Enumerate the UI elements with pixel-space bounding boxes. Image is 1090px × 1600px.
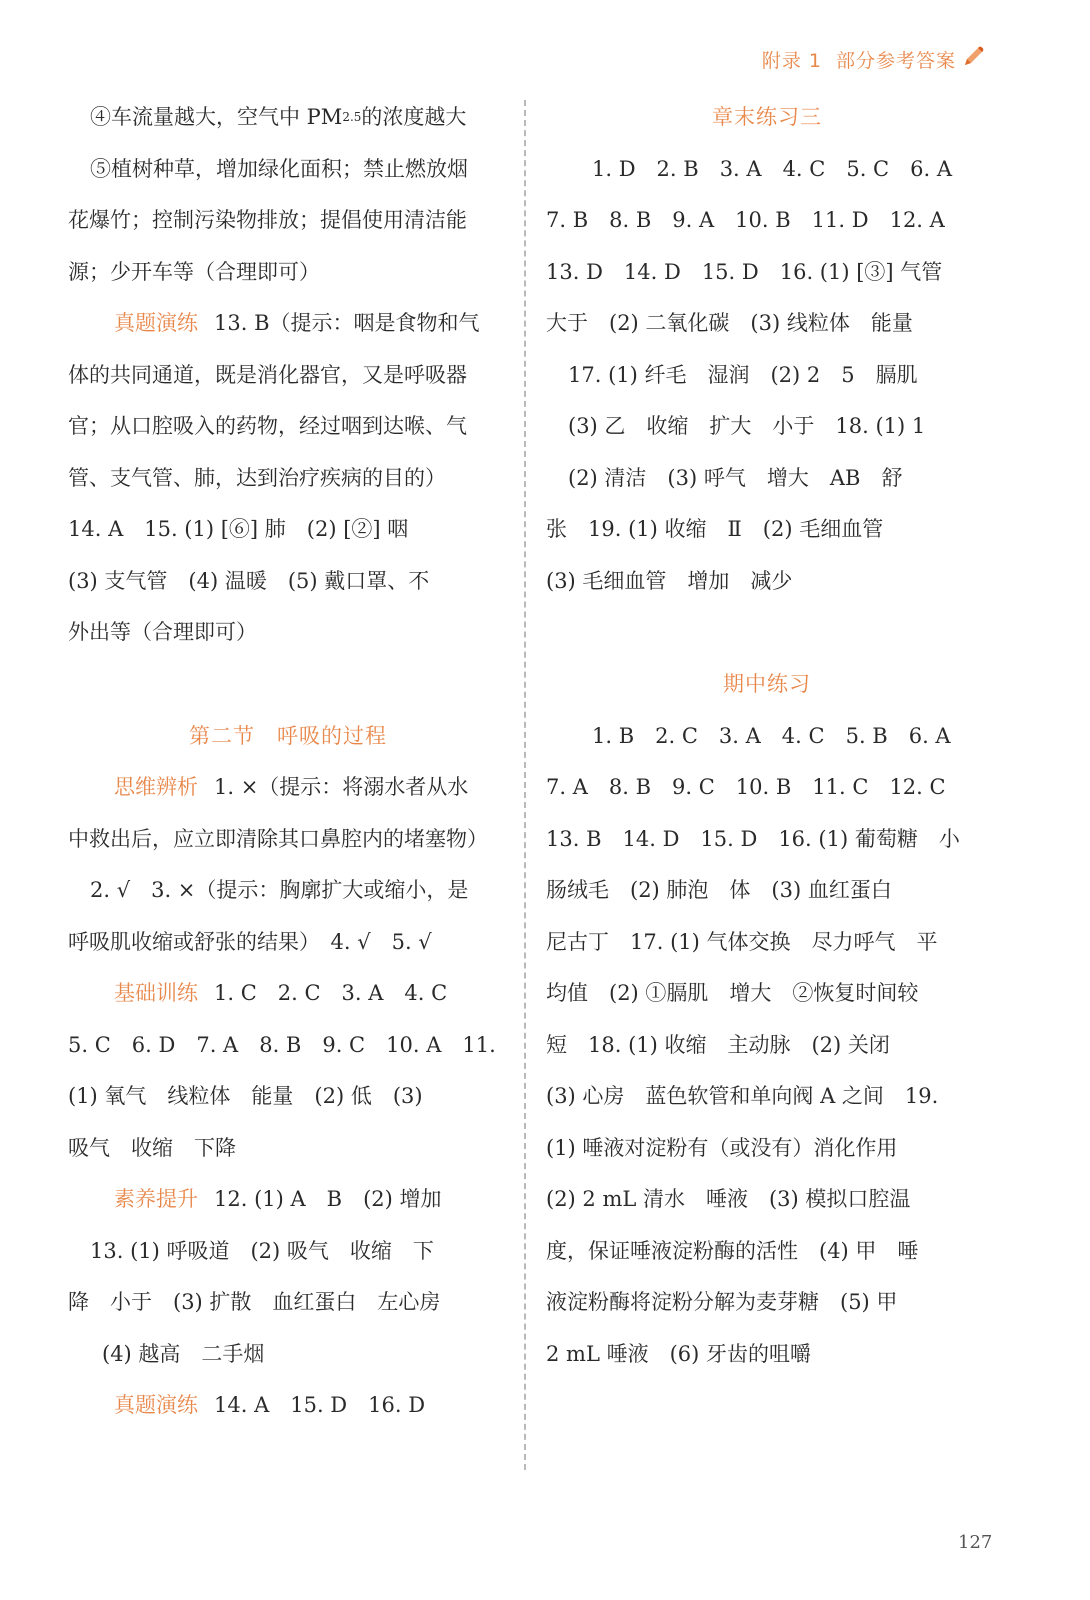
answer-line: 1. D 2. B 3. A 4. C 5. C 6. A xyxy=(592,156,953,181)
answer-line: 真题演练 13. B（提示：咽是食物和气 xyxy=(68,298,508,350)
answer-line: ⑤植树种草，增加绿化面积；禁止燃放烟 xyxy=(90,156,468,181)
answer-line: (1) 唾液对淀粉有（或没有）消化作用 xyxy=(546,1135,898,1160)
answer-line: 5. C 6. D 7. A 8. B 9. C 10. A 11. xyxy=(68,1032,496,1057)
answer-line: 呼吸肌收缩或舒张的结果） 4. √ 5. √ xyxy=(68,929,432,954)
answer-line: 13. (1) 呼吸道 (2) 吸气 收缩 下 xyxy=(90,1238,434,1263)
answer-line: (3) 心房 蓝色软管和单向阀 A 之间 19. xyxy=(546,1084,939,1108)
section-tag-suyang: 素养提升 xyxy=(114,1187,198,1211)
answer-line: 外出等（合理即可） xyxy=(68,620,257,644)
answer-line: 尼古丁 17. (1) 气体交换 尽力呼气 平 xyxy=(546,929,938,954)
answer-line: 管、支气管、肺，达到治疗疾病的目的） xyxy=(68,465,446,490)
answer-line: 大于 (2) 二氧化碳 (3) 线粒体 能量 xyxy=(546,311,913,335)
answer-line: 液淀粉酶将淀粉分解为麦芽糖 (5) 甲 xyxy=(546,1290,898,1314)
answer-line: 源；少开车等（合理即可） xyxy=(68,259,320,284)
header-title: 部分参考答案 xyxy=(835,50,956,72)
section-heading: 第二节 呼吸的过程 xyxy=(189,723,387,748)
answer-line: 2 mL 唾液 (6) 牙齿的咀嚼 xyxy=(546,1341,811,1366)
answer-line: 花爆竹；控制污染物排放；提倡使用清洁能 xyxy=(68,208,467,232)
section-heading: 期中练习 xyxy=(723,672,811,696)
answer-line: 思维辨析 1. ×（提示：将溺水者从水 xyxy=(68,762,508,814)
answer-line: 张 19. (1) 收缩 Ⅱ (2) 毛细血管 xyxy=(546,517,884,541)
answer-line: (4) 越高 二手烟 xyxy=(102,1341,265,1366)
left-column xyxy=(68,92,508,1432)
spacer xyxy=(68,659,508,711)
answer-line: 度，保证唾液淀粉酶的活性 (4) 甲 唾 xyxy=(546,1238,919,1263)
section-tag-zhenti: 真题演练 xyxy=(114,1393,198,1417)
answer-line: 官；从口腔吸入的药物，经过咽到达喉、气 xyxy=(68,414,467,438)
answer-line: (2) 2 mL 清水 唾液 (3) 模拟口腔温 xyxy=(546,1187,911,1211)
answer-line: ④车流量越大，空气中 PM 2.5 的浓度越大 xyxy=(90,105,467,129)
answer-line: 13. D 14. D 15. D 16. (1) [③] 气管 xyxy=(546,259,943,284)
section-tag-jichu: 基础训练 xyxy=(114,981,198,1005)
answer-line: 肠绒毛 (2) 肺泡 体 (3) 血红蛋白 xyxy=(546,878,892,902)
pencil-icon xyxy=(960,44,986,70)
answer-line: (2) 清洁 (3) 呼气 增大 AB 舒 xyxy=(568,465,903,490)
answer-line: 体的共同通道，既是消化器官，又是呼吸器 xyxy=(68,362,467,387)
answer-line: 1. B 2. C 3. A 4. C 5. B 6. A xyxy=(592,723,951,748)
section-heading: 章末练习三 xyxy=(712,105,822,129)
section-tag-siwei: 思维辨析 xyxy=(114,775,198,799)
answer-line: (3) 支气管 (4) 温暖 (5) 戴口罩、不 xyxy=(68,568,430,593)
answer-line: 降 小于 (3) 扩散 血红蛋白 左心房 xyxy=(68,1290,441,1314)
answer-line: 7. A 8. B 9. C 10. B 11. C 12. C xyxy=(546,775,946,799)
answer-line: 17. (1) 纤毛 湿润 (2) 2 5 膈肌 xyxy=(568,362,918,387)
answer-line: 2. √ 3. ×（提示：胸廓扩大或缩小，是 xyxy=(90,878,469,902)
spacer xyxy=(546,607,988,659)
answer-line: 素养提升 12. (1) A B (2) 增加 xyxy=(68,1174,508,1226)
answer-line: 短 18. (1) 收缩 主动脉 (2) 关闭 xyxy=(546,1032,890,1057)
answer-line: 吸气 收缩 下降 xyxy=(68,1135,236,1160)
page-header xyxy=(762,46,956,73)
page-number: 127 xyxy=(958,1532,993,1553)
answer-line: (1) 氧气 线粒体 能量 (2) 低 (3) xyxy=(68,1084,423,1108)
answer-line: 中救出后，应立即清除其口鼻腔内的堵塞物） xyxy=(68,826,488,851)
answer-line: 13. B 14. D 15. D 16. (1) 葡萄糖 小 xyxy=(546,826,960,851)
answer-line: 14. A 15. (1) [⑥] 肺 (2) [②] 咽 xyxy=(68,517,409,541)
right-column xyxy=(546,92,988,1380)
answer-line: (3) 毛细血管 增加 减少 xyxy=(546,568,793,593)
column-divider xyxy=(524,100,526,1470)
answer-line: (3) 乙 收缩 扩大 小于 18. (1) 1 xyxy=(568,414,926,438)
answer-line: 基础训练 1. C 2. C 3. A 4. C xyxy=(68,968,508,1020)
section-tag-zhenti: 真题演练 xyxy=(114,311,198,335)
appendix-label: 附录 1 xyxy=(761,50,822,72)
answer-line: 真题演练 14. A 15. D 16. D xyxy=(68,1380,508,1432)
answer-line: 均值 (2) ①膈肌 增大 ②恢复时间较 xyxy=(546,981,919,1005)
answer-line: 7. B 8. B 9. A 10. B 11. D 12. A xyxy=(546,208,945,232)
